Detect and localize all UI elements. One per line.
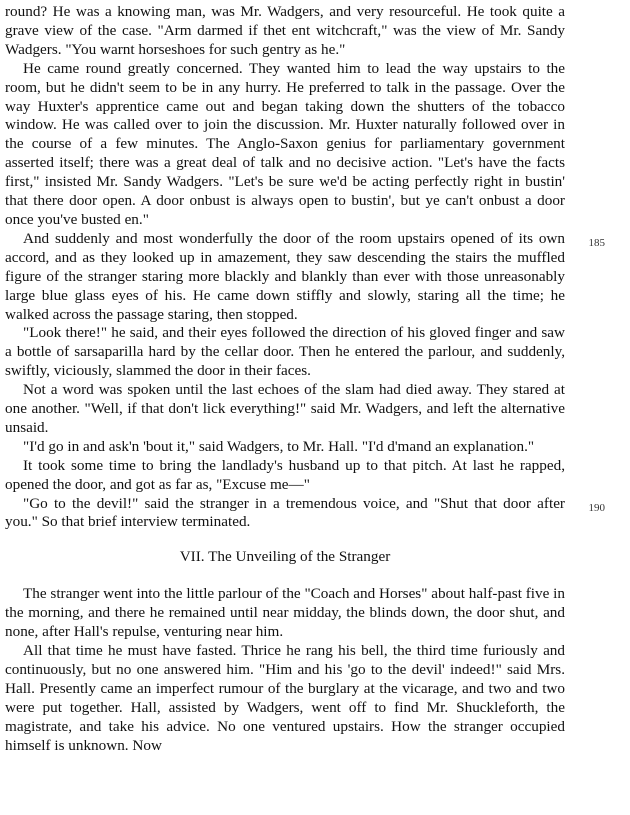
paragraph-1: round? He was a knowing man, was Mr. Wadgers, and very resourceful. He took quite a grave view of the case. "Arm darmed if thet ent witchcraft," was the view of Mr. Sandy Wadgers. "You warnt horseshoes for such gentry as he." [5,3,565,58]
paragraph-7: It took some time to bring the landlady's husband up to that pitch. At last he rapped, opened the door, and got as far as, "Excuse me—" [5,456,565,493]
paragraph-3: And suddenly and most wonderfully the door of the room upstairs opened of its own accord, and as they looked up in amazement, they saw descending the stairs the muffled figure of the stranger staring more blackly and blankly than ever with those unreasonably large blue glass eyes of his. He came down stiffly and slowly, staring all the time; he walked across the passage staring, then stopped. [5,229,565,323]
paragraph-5: Not a word was spoken until the last echoes of the slam had died away. They stared at one another. "Well, if that don't lick everything!" said Mr. Wadgers, and left the alternative unsaid. [5,381,565,436]
paragraph-4: "Look there!" he said, and their eyes followed the direction of his gloved finger and saw a bottle of sarsaparilla hard by the cellar door. Then he entered the parlour, and suddenly, swiftly, viciously, slammed the door in their faces. [5,324,565,380]
line-number-190: 190 [588,501,605,514]
book-page [5,3,605,755]
paragraph-9: The stranger went into the little parlour of the "Coach and Horses" about half-past five in the morning, and there he remained until near midday, the blinds down, the door shut, and none, after Hall's repulse, venturing near him. [5,585,565,641]
paragraph-6: "I'd go in and ask'n 'bout it," said Wadgers, to Mr. Hall. "I'd d'mand an explanation." [23,437,535,455]
paragraph-10: All that time he must have fasted. Thrice he rang his bell, the third time furiously and continuously, but no one answered him. "Him and his 'go to the devil' indeed!" said Mrs. Hall. Presently came an imperfect rumour of the burglary at the vicarage, and two and two were put together. Hall, assisted by Wadgers, went off to find Mr. Shuckleforth, the magistrate, and take his advice. No one ventured upstairs. How the stranger occupied himself is unknown. Now [5,642,565,754]
paragraph-8-wrapper [5,494,605,533]
chapter-heading: VII. The Unveiling of the Stranger [179,548,391,566]
paragraph-3-wrapper [5,229,605,325]
line-number-185: 185 [588,236,605,249]
paragraph-2: He came round greatly concerned. They wanted him to lead the way upstairs to the room, but he didn't seem to be in any hurry. He preferred to talk in the passage. Over the way Huxter's apprentice came out and began taking down the shutters of the tobacco window. He was called over to join the discussion. Mr. Huxter naturally followed over in the course of a few minutes. The Anglo-Saxon genius for parliamentary government asserted itself; there was a great deal of talk and no decisive action. "Let's have the facts first," insisted Mr. Sandy Wadgers. "Let's be sure we'd be acting perfectly right in bustin' that there door open. A door onbust is always open to bustin', but ye can't onbust a door once you've busted en." [5,59,565,228]
paragraph-8: "Go to the devil!" said the stranger in a tremendous voice, and "Shut that door after you." So that brief interview terminated. [5,494,565,531]
